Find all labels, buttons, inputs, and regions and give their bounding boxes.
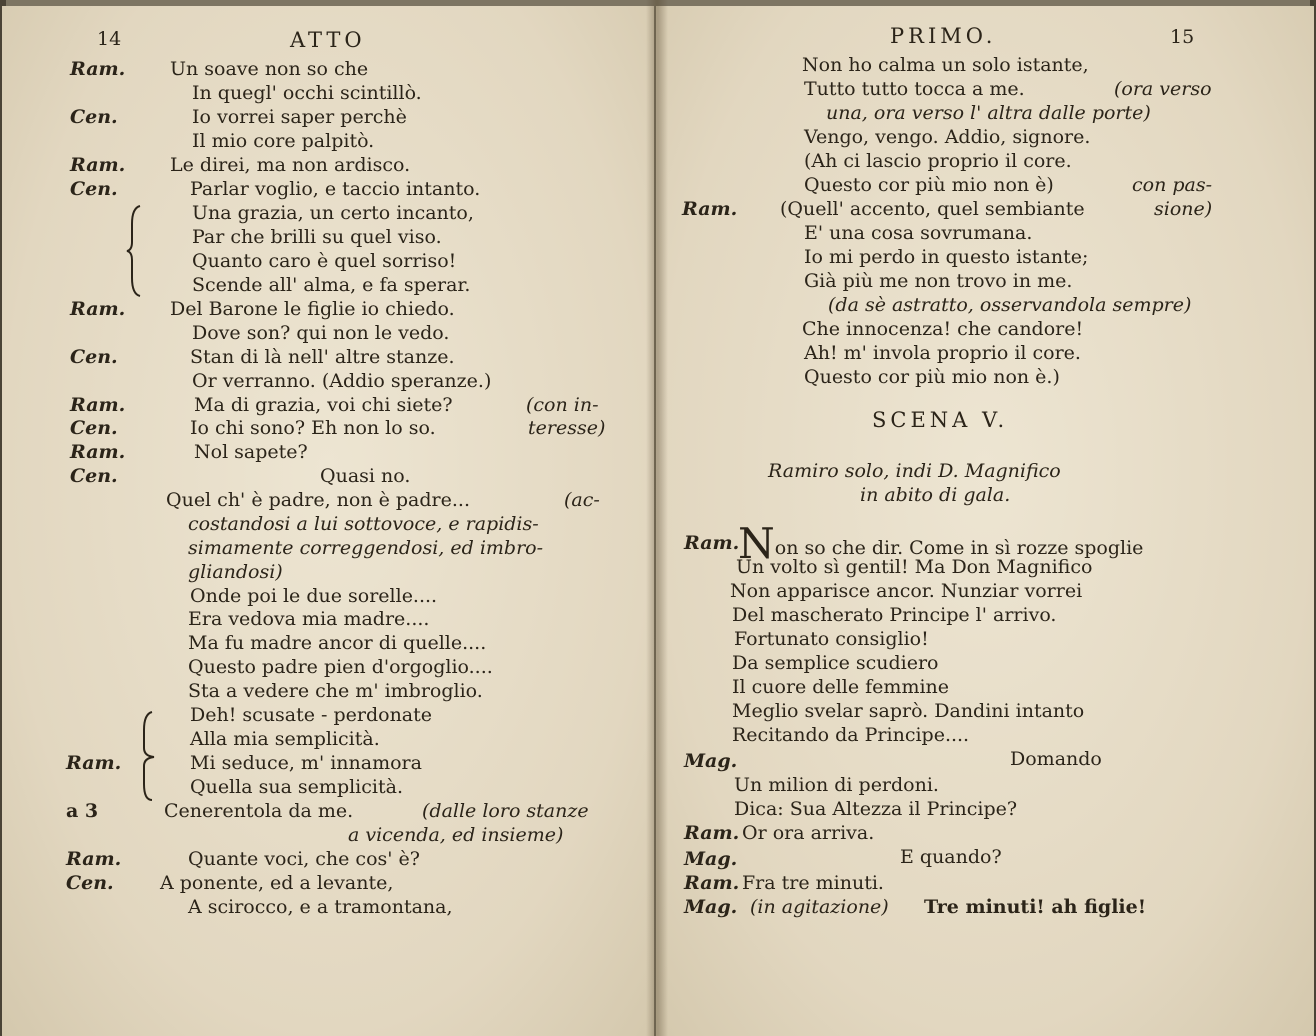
scene-title: SCENA V. — [872, 408, 1009, 432]
verse-line: Questo padre pien d'orgoglio.... — [188, 656, 493, 678]
verse-line: Questo cor più mio non è.) — [804, 366, 1060, 388]
speaker: Cen. — [66, 872, 114, 894]
verse-line: Non ho calma un solo istante, — [802, 54, 1089, 76]
speaker: Cen. — [70, 417, 118, 439]
verse-line: Già più me non trovo in me. — [804, 270, 1073, 292]
brace-icon — [126, 204, 144, 298]
page-number-left: 14 — [97, 28, 122, 50]
verse-line: Sta a vedere che m' imbroglio. — [188, 680, 483, 702]
verse-line: Domando — [1010, 748, 1102, 770]
stage-direction: costandosi a lui sottovoce, e rapidis- — [188, 513, 539, 535]
verse-line: Meglio svelar saprò. Dandini intanto — [732, 700, 1085, 722]
speaker: Ram. — [66, 752, 122, 774]
verse-line: Onde poi le due sorelle.... — [190, 585, 438, 607]
verse-line: Par che brilli su quel viso. — [192, 226, 442, 248]
stage-direction: (da sè astratto, osservandola sempre) — [828, 294, 1192, 316]
speaker: Ram. — [70, 154, 126, 176]
speaker: Cen. — [70, 346, 118, 368]
verse-line: A scirocco, e a tramontana, — [188, 896, 453, 918]
verse-line: Alla mia semplicità. — [190, 728, 380, 750]
stage-direction: una, ora verso l' altra dalle porte) — [826, 102, 1151, 124]
scene-direction: in abito di gala. — [860, 484, 1011, 506]
speaker: Ram. — [70, 441, 126, 463]
verse-line: Recitando da Principe.... — [732, 724, 970, 746]
running-head-left: ATTO — [290, 28, 366, 52]
speaker: Mag. — [684, 750, 738, 772]
verse-line: A ponente, ed a levante, — [160, 872, 394, 894]
stage-direction: (con in- — [526, 394, 599, 416]
verse-line: Del mascherato Principe l' arrivo. — [732, 604, 1057, 626]
verse-line: Fortunato consiglio! — [734, 628, 929, 650]
verse-line: Io mi perdo in questo istante; — [804, 246, 1089, 268]
verse-line: Una grazia, un certo incanto, — [192, 202, 474, 224]
verse-line: E' una cosa sovrumana. — [804, 222, 1033, 244]
verse-line: Io vorrei saper perchè — [192, 106, 407, 128]
speaker: Cen. — [70, 178, 118, 200]
verse-line: In quegl' occhi scintillò. — [192, 82, 422, 104]
verse-line: Or ora arriva. — [742, 822, 875, 844]
verse-line: Scende all' alma, e fa sperar. — [192, 274, 471, 296]
stage-direction: simamente correggendosi, ed imbro- — [188, 537, 544, 559]
stage-direction: (ora verso — [1114, 78, 1212, 100]
verse-line: Dica: Sua Altezza il Principe? — [734, 798, 1018, 820]
verse-line: Che innocenza! che candore! — [802, 318, 1084, 340]
verse-line: Quella sua semplicità. — [190, 776, 403, 798]
stage-direction: con pas- — [1132, 174, 1213, 196]
stage-direction: gliandosi) — [188, 561, 283, 583]
verse-line: Il mio core palpitò. — [192, 130, 375, 152]
verse-line: Deh! scusate - perdonate — [190, 704, 433, 726]
verse-line: Le direi, ma non ardisco. — [170, 154, 411, 176]
stage-direction: a vicenda, ed insieme) — [348, 824, 564, 846]
verse-line: Il cuore delle femmine — [732, 676, 950, 698]
verse-line: Cenerentola da me. — [164, 800, 354, 822]
verse-line: Ma fu madre ancor di quelle.... — [188, 632, 487, 654]
verse-line: Dove son? qui non le vedo. — [192, 322, 450, 344]
stage-direction: (ac- — [564, 489, 600, 511]
verse-line: Quanto caro è quel sorriso! — [192, 250, 457, 272]
verse-text: on so che dir. Come in sì rozze spoglie — [774, 537, 1144, 559]
speaker: Ram. — [70, 298, 126, 320]
verse-line: Nol sapete? — [194, 441, 308, 463]
verse-line: Questo cor più mio non è) — [804, 174, 1054, 196]
verse-line: Del Barone le figlie io chiedo. — [170, 298, 455, 320]
verse-line: Non apparisce ancor. Nunziar vorrei — [730, 580, 1083, 602]
verse-line: (Ah ci lascio proprio il core. — [804, 150, 1072, 172]
verse-line: Fra tre minuti. — [742, 872, 884, 894]
verse-line: Tutto tutto tocca a me. — [804, 78, 1025, 100]
speaker: Cen. — [70, 465, 118, 487]
verse-line: Da semplice scudiero — [732, 652, 939, 674]
verse-line: Quasi no. — [320, 465, 411, 487]
verse-line: Un soave non so che — [170, 58, 369, 80]
left-page — [2, 6, 654, 1036]
verse-line: Vengo, vengo. Addio, signore. — [804, 126, 1091, 148]
speaker: Ram. — [684, 532, 740, 554]
verse-line: Mi seduce, m' innamora — [190, 752, 422, 774]
stage-direction: (dalle loro stanze — [422, 800, 589, 822]
running-head-right: PRIMO. — [890, 24, 997, 48]
stage-direction: sione) — [1154, 198, 1213, 220]
speaker: Ram. — [70, 58, 126, 80]
verse-line: Quel ch' è padre, non è padre... — [166, 489, 470, 511]
verse-line: Quante voci, che cos' è? — [188, 848, 420, 870]
stage-direction: teresse) — [528, 417, 606, 439]
speaker: Ram. — [684, 872, 740, 894]
speaker: Mag. — [684, 896, 738, 918]
book-gutter — [646, 0, 668, 1036]
verse-line: Ma di grazia, voi chi siete? — [194, 394, 453, 416]
right-page — [656, 6, 1314, 1036]
speaker: Ram. — [70, 394, 126, 416]
verse-line: (Quell' accento, quel sembiante — [780, 198, 1085, 220]
speaker: Ram. — [66, 848, 122, 870]
brace-icon — [138, 710, 158, 802]
verse-line: Or verranno. (Addio speranze.) — [192, 370, 492, 392]
verse-line: Tre minuti! ah figlie! — [924, 896, 1147, 918]
speaker: Cen. — [70, 106, 118, 128]
speaker: a 3 — [66, 800, 99, 822]
verse-line: Io chi sono? Eh non lo so. — [190, 417, 436, 439]
verse-line: E quando? — [900, 846, 1002, 868]
verse-line: Un volto sì gentil! Ma Don Magnifico — [736, 556, 1093, 578]
verse-line: Stan di là nell' altre stanze. — [190, 346, 455, 368]
speaker: Ram. — [684, 822, 740, 844]
speaker: Ram. — [682, 198, 738, 220]
drop-cap: N — [738, 519, 775, 568]
verse-line: Era vedova mia madre.... — [188, 608, 430, 630]
verse-line: Ah! m' invola proprio il core. — [804, 342, 1081, 364]
scene-direction: Ramiro solo, indi D. Magnifico — [768, 460, 1061, 482]
speaker: Mag. — [684, 848, 738, 870]
verse-line: Parlar voglio, e taccio intanto. — [190, 178, 481, 200]
verse-line: Un milion di perdoni. — [734, 774, 939, 796]
stage-direction: (in agitazione) — [750, 896, 889, 918]
page-number-right: 15 — [1170, 26, 1195, 48]
